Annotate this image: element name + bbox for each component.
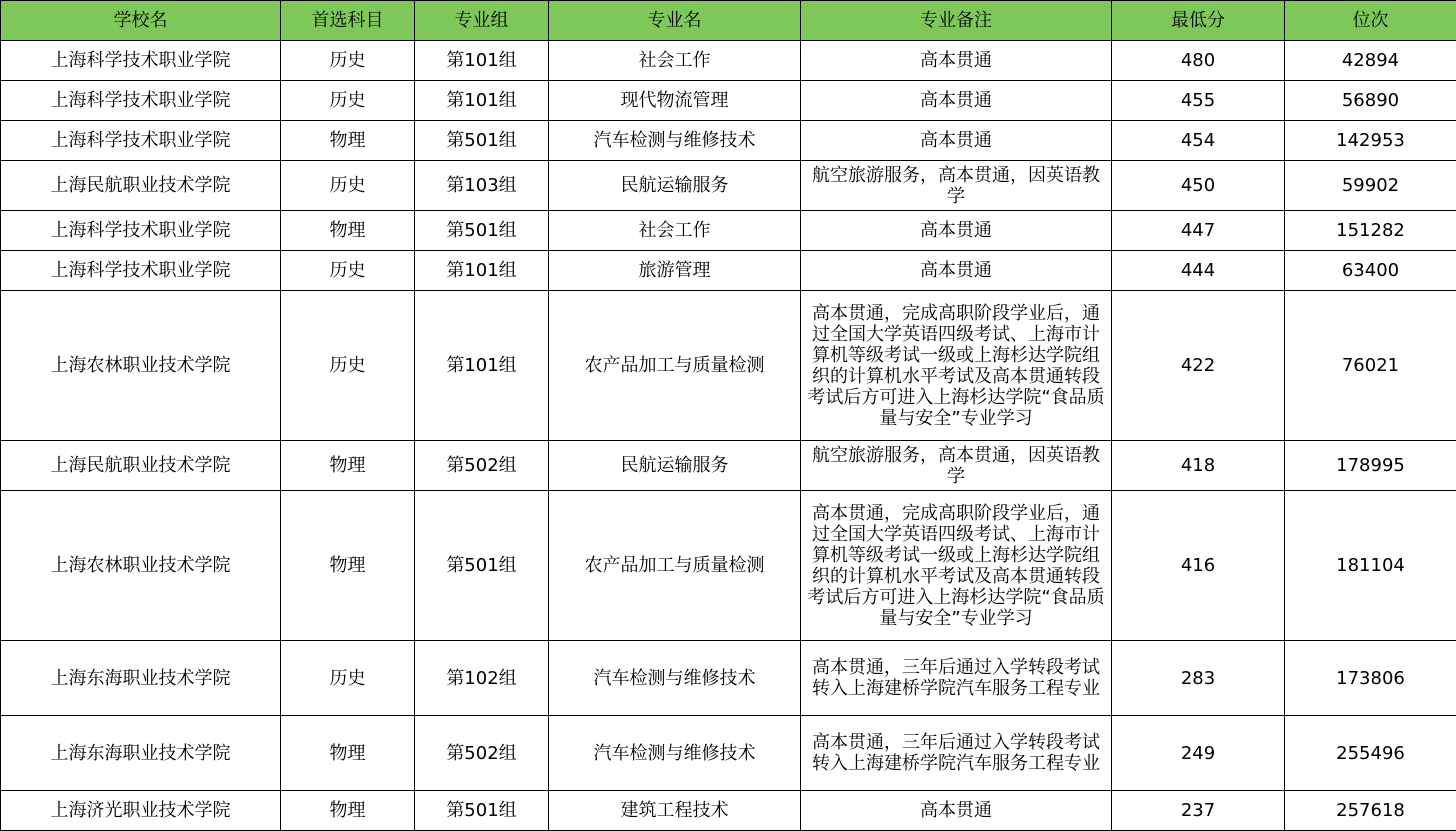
cell-subject: 物理 — [281, 441, 415, 491]
cell-school: 上海东海职业技术学院 — [1, 716, 281, 791]
cell-rank: 42894 — [1285, 41, 1456, 81]
cell-min-score: 418 — [1112, 441, 1285, 491]
header-subject: 首选科目 — [281, 1, 415, 41]
cell-note — [801, 441, 1112, 491]
cell-school: 上海科学技术职业学院 — [1, 211, 281, 251]
cell-group: 第502组 — [415, 441, 549, 491]
cell-rank: 257618 — [1285, 791, 1456, 831]
cell-rank: 76021 — [1285, 291, 1456, 441]
table-row — [1, 121, 1456, 161]
cell-rank: 178995 — [1285, 441, 1456, 491]
cell-note — [801, 41, 1112, 81]
table-row — [1, 441, 1456, 491]
cell-subject: 历史 — [281, 641, 415, 716]
cell-min-score: 447 — [1112, 211, 1285, 251]
cell-min-score: 454 — [1112, 121, 1285, 161]
cell-note — [801, 161, 1112, 211]
cell-note — [801, 716, 1112, 791]
note-text: 高本贯通，三年后通过入学转段考试转入上海建桥学院汽车服务工程专业 — [812, 657, 1100, 699]
cell-rank: 173806 — [1285, 641, 1456, 716]
cell-major: 汽车检测与维修技术 — [549, 716, 801, 791]
cell-major: 汽车检测与维修技术 — [549, 121, 801, 161]
cell-school: 上海科学技术职业学院 — [1, 121, 281, 161]
cell-group: 第101组 — [415, 251, 549, 291]
note-text: 高本贯通 — [920, 220, 992, 241]
cell-major: 汽车检测与维修技术 — [549, 641, 801, 716]
table-row — [1, 41, 1456, 81]
header-row — [1, 1, 1456, 41]
cell-min-score: 422 — [1112, 291, 1285, 441]
cell-subject: 历史 — [281, 161, 415, 211]
cell-rank: 56890 — [1285, 81, 1456, 121]
cell-group: 第501组 — [415, 791, 549, 831]
cell-min-score: 455 — [1112, 81, 1285, 121]
cell-school: 上海农林职业技术学院 — [1, 291, 281, 441]
cell-group: 第101组 — [415, 291, 549, 441]
cell-min-score: 283 — [1112, 641, 1285, 716]
cell-rank: 181104 — [1285, 491, 1456, 641]
cell-subject: 物理 — [281, 491, 415, 641]
cell-note — [801, 491, 1112, 641]
cell-rank: 63400 — [1285, 251, 1456, 291]
cell-min-score: 249 — [1112, 716, 1285, 791]
cell-note — [801, 251, 1112, 291]
table-row — [1, 641, 1456, 716]
cell-school: 上海科学技术职业学院 — [1, 251, 281, 291]
header-rank: 位次 — [1285, 1, 1456, 41]
note-text: 高本贯通，完成高职阶段学业后，通过全国大学英语四级考试、上海市计算机等级考试一级或上海杉达学院组织的计算机水平考试及高本贯通转段考试后方可进入上海杉达学院“食品质量与安全”专业学习 — [807, 502, 1105, 629]
table-row — [1, 161, 1456, 211]
cell-note — [801, 641, 1112, 716]
header-note: 专业备注 — [801, 1, 1112, 41]
table-header — [1, 1, 1456, 41]
cell-min-score: 237 — [1112, 791, 1285, 831]
cell-note — [801, 791, 1112, 831]
cell-major: 民航运输服务 — [549, 441, 801, 491]
table-row — [1, 291, 1456, 441]
cell-major: 社会工作 — [549, 41, 801, 81]
table-row — [1, 211, 1456, 251]
cell-min-score: 450 — [1112, 161, 1285, 211]
table-row — [1, 716, 1456, 791]
cell-rank: 142953 — [1285, 121, 1456, 161]
cell-note — [801, 121, 1112, 161]
cell-rank: 151282 — [1285, 211, 1456, 251]
cell-major: 民航运输服务 — [549, 161, 801, 211]
cell-group: 第502组 — [415, 716, 549, 791]
cell-subject: 历史 — [281, 251, 415, 291]
header-min-score: 最低分 — [1112, 1, 1285, 41]
cell-group: 第501组 — [415, 211, 549, 251]
cell-school: 上海民航职业技术学院 — [1, 161, 281, 211]
cell-min-score: 480 — [1112, 41, 1285, 81]
cell-note — [801, 81, 1112, 121]
note-text: 高本贯通，完成高职阶段学业后，通过全国大学英语四级考试、上海市计算机等级考试一级或上海杉达学院组织的计算机水平考试及高本贯通转段考试后方可进入上海杉达学院“食品质量与安全”专业学习 — [807, 302, 1105, 429]
header-major: 专业名 — [549, 1, 801, 41]
table-row — [1, 81, 1456, 121]
cell-subject: 物理 — [281, 716, 415, 791]
cell-min-score: 416 — [1112, 491, 1285, 641]
cell-group: 第101组 — [415, 81, 549, 121]
table-body — [1, 41, 1456, 831]
note-text: 高本贯通 — [920, 90, 992, 111]
note-text: 高本贯通 — [920, 800, 992, 821]
note-text: 高本贯通 — [920, 50, 992, 71]
cell-school: 上海东海职业技术学院 — [1, 641, 281, 716]
cell-group: 第101组 — [415, 41, 549, 81]
cell-note — [801, 291, 1112, 441]
cell-subject: 历史 — [281, 291, 415, 441]
cell-major: 农产品加工与质量检测 — [549, 291, 801, 441]
cell-group: 第501组 — [415, 491, 549, 641]
note-text: 航空旅游服务，高本贯通，因英语教学 — [812, 444, 1100, 487]
cell-major: 建筑工程技术 — [549, 791, 801, 831]
cell-note — [801, 211, 1112, 251]
note-text: 高本贯通，三年后通过入学转段考试转入上海建桥学院汽车服务工程专业 — [812, 732, 1100, 774]
cell-subject: 物理 — [281, 121, 415, 161]
cell-group: 第501组 — [415, 121, 549, 161]
cell-group: 第102组 — [415, 641, 549, 716]
table-row — [1, 791, 1456, 831]
cell-rank: 255496 — [1285, 716, 1456, 791]
cell-major: 农产品加工与质量检测 — [549, 491, 801, 641]
cell-major: 旅游管理 — [549, 251, 801, 291]
table-row — [1, 251, 1456, 291]
header-school: 学校名 — [1, 1, 281, 41]
cell-school: 上海科学技术职业学院 — [1, 41, 281, 81]
cell-rank: 59902 — [1285, 161, 1456, 211]
cell-group: 第103组 — [415, 161, 549, 211]
cell-school: 上海民航职业技术学院 — [1, 441, 281, 491]
cell-school: 上海农林职业技术学院 — [1, 491, 281, 641]
cell-subject: 物理 — [281, 211, 415, 251]
header-group: 专业组 — [415, 1, 549, 41]
cell-subject: 历史 — [281, 81, 415, 121]
cell-school: 上海科学技术职业学院 — [1, 81, 281, 121]
note-text: 高本贯通 — [920, 130, 992, 151]
cell-school: 上海济光职业技术学院 — [1, 791, 281, 831]
cell-subject: 历史 — [281, 41, 415, 81]
note-text: 高本贯通 — [920, 260, 992, 281]
note-text: 航空旅游服务，高本贯通，因英语教学 — [812, 164, 1100, 207]
cell-major: 现代物流管理 — [549, 81, 801, 121]
table-row — [1, 491, 1456, 641]
cell-major: 社会工作 — [549, 211, 801, 251]
cell-subject: 物理 — [281, 791, 415, 831]
cell-min-score: 444 — [1112, 251, 1285, 291]
